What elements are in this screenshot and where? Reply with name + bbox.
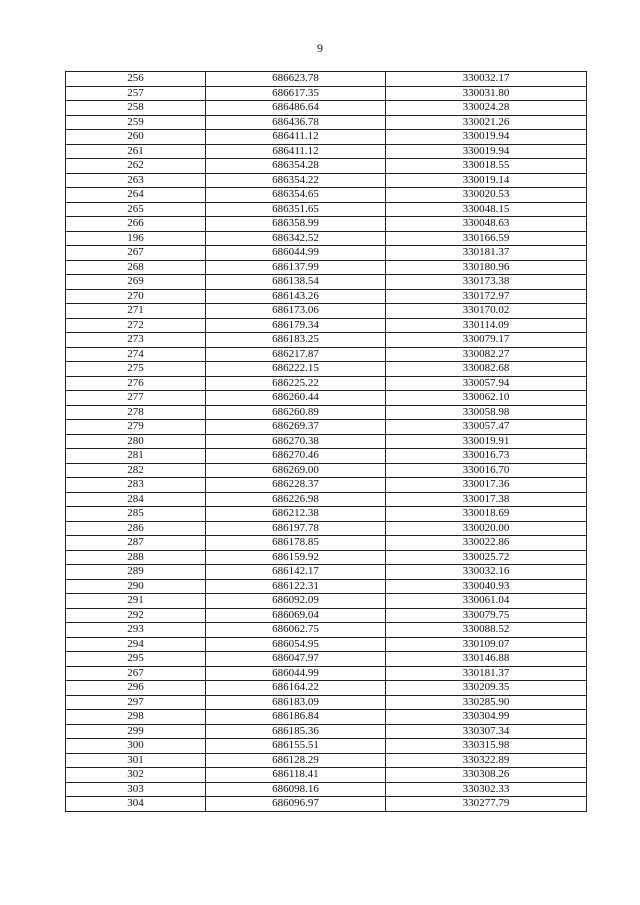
- x-coordinate-cell: 686486.64: [206, 101, 386, 116]
- y-coordinate-cell: 330020.00: [386, 521, 587, 536]
- point-number-cell: 284: [66, 492, 206, 507]
- y-coordinate-cell: 330109.07: [386, 637, 587, 652]
- y-coordinate-cell: 330082.68: [386, 362, 587, 377]
- point-number-cell: 268: [66, 260, 206, 275]
- x-coordinate-cell: 686260.89: [206, 405, 386, 420]
- point-number-cell: 265: [66, 202, 206, 217]
- point-number-cell: 258: [66, 101, 206, 116]
- point-number-cell: 295: [66, 652, 206, 667]
- point-number-cell: 279: [66, 420, 206, 435]
- x-coordinate-cell: 686269.37: [206, 420, 386, 435]
- point-number-cell: 288: [66, 550, 206, 565]
- x-coordinate-cell: 686411.12: [206, 144, 386, 159]
- point-number-cell: 267: [66, 666, 206, 681]
- x-coordinate-cell: 686044.99: [206, 666, 386, 681]
- point-number-cell: 269: [66, 275, 206, 290]
- y-coordinate-cell: 330302.33: [386, 782, 587, 797]
- x-coordinate-cell: 686212.38: [206, 507, 386, 522]
- table-row: [66, 521, 587, 536]
- point-number-cell: 296: [66, 681, 206, 696]
- point-number-cell: 267: [66, 246, 206, 261]
- table-row: [66, 420, 587, 435]
- point-number-cell: 301: [66, 753, 206, 768]
- table-row: [66, 594, 587, 609]
- table-row: [66, 695, 587, 710]
- y-coordinate-cell: 330114.09: [386, 318, 587, 333]
- x-coordinate-cell: 686617.35: [206, 86, 386, 101]
- point-number-cell: 270: [66, 289, 206, 304]
- x-coordinate-cell: 686623.78: [206, 72, 386, 87]
- table-row: [66, 289, 587, 304]
- y-coordinate-cell: 330079.17: [386, 333, 587, 348]
- y-coordinate-cell: 330057.94: [386, 376, 587, 391]
- y-coordinate-cell: 330031.80: [386, 86, 587, 101]
- y-coordinate-cell: 330019.14: [386, 173, 587, 188]
- x-coordinate-cell: 686138.54: [206, 275, 386, 290]
- point-number-cell: 272: [66, 318, 206, 333]
- x-coordinate-cell: 686354.28: [206, 159, 386, 174]
- table-row: [66, 579, 587, 594]
- x-coordinate-cell: 686044.99: [206, 246, 386, 261]
- table-row: [66, 130, 587, 145]
- point-number-cell: 290: [66, 579, 206, 594]
- point-number-cell: 283: [66, 478, 206, 493]
- y-coordinate-cell: 330304.99: [386, 710, 587, 725]
- y-coordinate-cell: 330088.52: [386, 623, 587, 638]
- x-coordinate-cell: 686183.25: [206, 333, 386, 348]
- x-coordinate-cell: 686186.84: [206, 710, 386, 725]
- y-coordinate-cell: 330018.55: [386, 159, 587, 174]
- x-coordinate-cell: 686155.51: [206, 739, 386, 754]
- y-coordinate-cell: 330170.02: [386, 304, 587, 319]
- point-number-cell: 293: [66, 623, 206, 638]
- y-coordinate-cell: 330017.36: [386, 478, 587, 493]
- x-coordinate-cell: 686436.78: [206, 115, 386, 130]
- table-row: [66, 115, 587, 130]
- y-coordinate-cell: 330277.79: [386, 797, 587, 812]
- y-coordinate-cell: 330018.69: [386, 507, 587, 522]
- point-number-cell: 299: [66, 724, 206, 739]
- y-coordinate-cell: 330166.59: [386, 231, 587, 246]
- y-coordinate-cell: 330172.97: [386, 289, 587, 304]
- point-number-cell: 256: [66, 72, 206, 87]
- y-coordinate-cell: 330048.63: [386, 217, 587, 232]
- point-number-cell: 292: [66, 608, 206, 623]
- x-coordinate-cell: 686354.22: [206, 173, 386, 188]
- point-number-cell: 302: [66, 768, 206, 783]
- table-row: [66, 391, 587, 406]
- x-coordinate-cell: 686217.87: [206, 347, 386, 362]
- table-row: [66, 637, 587, 652]
- table-row: [66, 318, 587, 333]
- table-row: [66, 362, 587, 377]
- point-number-cell: 260: [66, 130, 206, 145]
- x-coordinate-cell: 686260.44: [206, 391, 386, 406]
- x-coordinate-cell: 686342.52: [206, 231, 386, 246]
- table-row: [66, 101, 587, 116]
- point-number-cell: 304: [66, 797, 206, 812]
- y-coordinate-cell: 330082.27: [386, 347, 587, 362]
- x-coordinate-cell: 686270.46: [206, 449, 386, 464]
- y-coordinate-cell: 330019.91: [386, 434, 587, 449]
- x-coordinate-cell: 686179.34: [206, 318, 386, 333]
- table-row: [66, 173, 587, 188]
- x-coordinate-cell: 686137.99: [206, 260, 386, 275]
- x-coordinate-cell: 686062.75: [206, 623, 386, 638]
- x-coordinate-cell: 686122.31: [206, 579, 386, 594]
- table-row: [66, 144, 587, 159]
- point-number-cell: 280: [66, 434, 206, 449]
- point-number-cell: 281: [66, 449, 206, 464]
- y-coordinate-cell: 330181.37: [386, 246, 587, 261]
- y-coordinate-cell: 330285.90: [386, 695, 587, 710]
- coordinates-table-body: [66, 72, 587, 812]
- x-coordinate-cell: 686269.00: [206, 463, 386, 478]
- x-coordinate-cell: 686225.22: [206, 376, 386, 391]
- table-row: [66, 202, 587, 217]
- table-row: [66, 724, 587, 739]
- point-number-cell: 298: [66, 710, 206, 725]
- point-number-cell: 262: [66, 159, 206, 174]
- point-number-cell: 261: [66, 144, 206, 159]
- point-number-cell: 291: [66, 594, 206, 609]
- table-row: [66, 159, 587, 174]
- y-coordinate-cell: 330040.93: [386, 579, 587, 594]
- point-number-cell: 277: [66, 391, 206, 406]
- x-coordinate-cell: 686096.97: [206, 797, 386, 812]
- point-number-cell: 263: [66, 173, 206, 188]
- table-row: [66, 623, 587, 638]
- table-row: [66, 347, 587, 362]
- table-row: [66, 463, 587, 478]
- x-coordinate-cell: 686092.09: [206, 594, 386, 609]
- table-row: [66, 304, 587, 319]
- table-row: [66, 478, 587, 493]
- x-coordinate-cell: 686159.92: [206, 550, 386, 565]
- y-coordinate-cell: 330032.16: [386, 565, 587, 580]
- table-row: [66, 434, 587, 449]
- point-number-cell: 259: [66, 115, 206, 130]
- point-number-cell: 275: [66, 362, 206, 377]
- x-coordinate-cell: 686351.65: [206, 202, 386, 217]
- y-coordinate-cell: 330181.37: [386, 666, 587, 681]
- x-coordinate-cell: 686164.22: [206, 681, 386, 696]
- table-row: [66, 376, 587, 391]
- y-coordinate-cell: 330022.86: [386, 536, 587, 551]
- y-coordinate-cell: 330017.38: [386, 492, 587, 507]
- y-coordinate-cell: 330061.04: [386, 594, 587, 609]
- y-coordinate-cell: 330062.10: [386, 391, 587, 406]
- y-coordinate-cell: 330019.94: [386, 130, 587, 145]
- table-row: [66, 565, 587, 580]
- table-row: [66, 797, 587, 812]
- point-number-cell: 303: [66, 782, 206, 797]
- y-coordinate-cell: 330173.38: [386, 275, 587, 290]
- y-coordinate-cell: 330322.89: [386, 753, 587, 768]
- x-coordinate-cell: 686173.06: [206, 304, 386, 319]
- y-coordinate-cell: 330209.35: [386, 681, 587, 696]
- point-number-cell: 266: [66, 217, 206, 232]
- table-row: [66, 275, 587, 290]
- y-coordinate-cell: 330019.94: [386, 144, 587, 159]
- x-coordinate-cell: 686185.36: [206, 724, 386, 739]
- y-coordinate-cell: 330021.26: [386, 115, 587, 130]
- point-number-cell: 297: [66, 695, 206, 710]
- y-coordinate-cell: 330032.17: [386, 72, 587, 87]
- table-row: [66, 333, 587, 348]
- table-row: [66, 550, 587, 565]
- y-coordinate-cell: 330057.47: [386, 420, 587, 435]
- x-coordinate-cell: 686143.26: [206, 289, 386, 304]
- table-row: [66, 608, 587, 623]
- page-number: 9: [317, 41, 323, 55]
- y-coordinate-cell: 330048.15: [386, 202, 587, 217]
- table-row: [66, 217, 587, 232]
- point-number-cell: 257: [66, 86, 206, 101]
- y-coordinate-cell: 330079.75: [386, 608, 587, 623]
- x-coordinate-cell: 686197.78: [206, 521, 386, 536]
- x-coordinate-cell: 686226.98: [206, 492, 386, 507]
- x-coordinate-cell: 686270.38: [206, 434, 386, 449]
- table-row: [66, 681, 587, 696]
- y-coordinate-cell: 330025.72: [386, 550, 587, 565]
- point-number-cell: 285: [66, 507, 206, 522]
- table-row: [66, 188, 587, 203]
- y-coordinate-cell: 330058.98: [386, 405, 587, 420]
- table-row: [66, 72, 587, 87]
- point-number-cell: 278: [66, 405, 206, 420]
- table-row: [66, 536, 587, 551]
- x-coordinate-cell: 686142.17: [206, 565, 386, 580]
- y-coordinate-cell: 330024.28: [386, 101, 587, 116]
- point-number-cell: 273: [66, 333, 206, 348]
- x-coordinate-cell: 686054.95: [206, 637, 386, 652]
- y-coordinate-cell: 330315.98: [386, 739, 587, 754]
- point-number-cell: 294: [66, 637, 206, 652]
- point-number-cell: 274: [66, 347, 206, 362]
- x-coordinate-cell: 686047.97: [206, 652, 386, 667]
- x-coordinate-cell: 686228.37: [206, 478, 386, 493]
- point-number-cell: 289: [66, 565, 206, 580]
- x-coordinate-cell: 686128.29: [206, 753, 386, 768]
- table-row: [66, 753, 587, 768]
- table-row: [66, 710, 587, 725]
- x-coordinate-cell: 686411.12: [206, 130, 386, 145]
- y-coordinate-cell: 330180.96: [386, 260, 587, 275]
- point-number-cell: 271: [66, 304, 206, 319]
- point-number-cell: 196: [66, 231, 206, 246]
- coordinates-table: [65, 71, 587, 812]
- point-number-cell: 286: [66, 521, 206, 536]
- table-row: [66, 652, 587, 667]
- table-row: [66, 260, 587, 275]
- table-row: [66, 405, 587, 420]
- point-number-cell: 287: [66, 536, 206, 551]
- x-coordinate-cell: 686118.41: [206, 768, 386, 783]
- y-coordinate-cell: 330016.70: [386, 463, 587, 478]
- table-row: [66, 86, 587, 101]
- point-number-cell: 282: [66, 463, 206, 478]
- table-row: [66, 768, 587, 783]
- table-row: [66, 739, 587, 754]
- table-row: [66, 231, 587, 246]
- table-row: [66, 666, 587, 681]
- y-coordinate-cell: 330307.34: [386, 724, 587, 739]
- table-row: [66, 507, 587, 522]
- table-row: [66, 782, 587, 797]
- x-coordinate-cell: 686098.16: [206, 782, 386, 797]
- y-coordinate-cell: 330016.73: [386, 449, 587, 464]
- x-coordinate-cell: 686183.09: [206, 695, 386, 710]
- point-number-cell: 264: [66, 188, 206, 203]
- x-coordinate-cell: 686178.85: [206, 536, 386, 551]
- point-number-cell: 300: [66, 739, 206, 754]
- x-coordinate-cell: 686069.04: [206, 608, 386, 623]
- point-number-cell: 276: [66, 376, 206, 391]
- y-coordinate-cell: 330020.53: [386, 188, 587, 203]
- y-coordinate-cell: 330308.26: [386, 768, 587, 783]
- x-coordinate-cell: 686354.65: [206, 188, 386, 203]
- x-coordinate-cell: 686358.99: [206, 217, 386, 232]
- table-row: [66, 492, 587, 507]
- x-coordinate-cell: 686222.15: [206, 362, 386, 377]
- table-row: [66, 449, 587, 464]
- y-coordinate-cell: 330146.88: [386, 652, 587, 667]
- table-row: [66, 246, 587, 261]
